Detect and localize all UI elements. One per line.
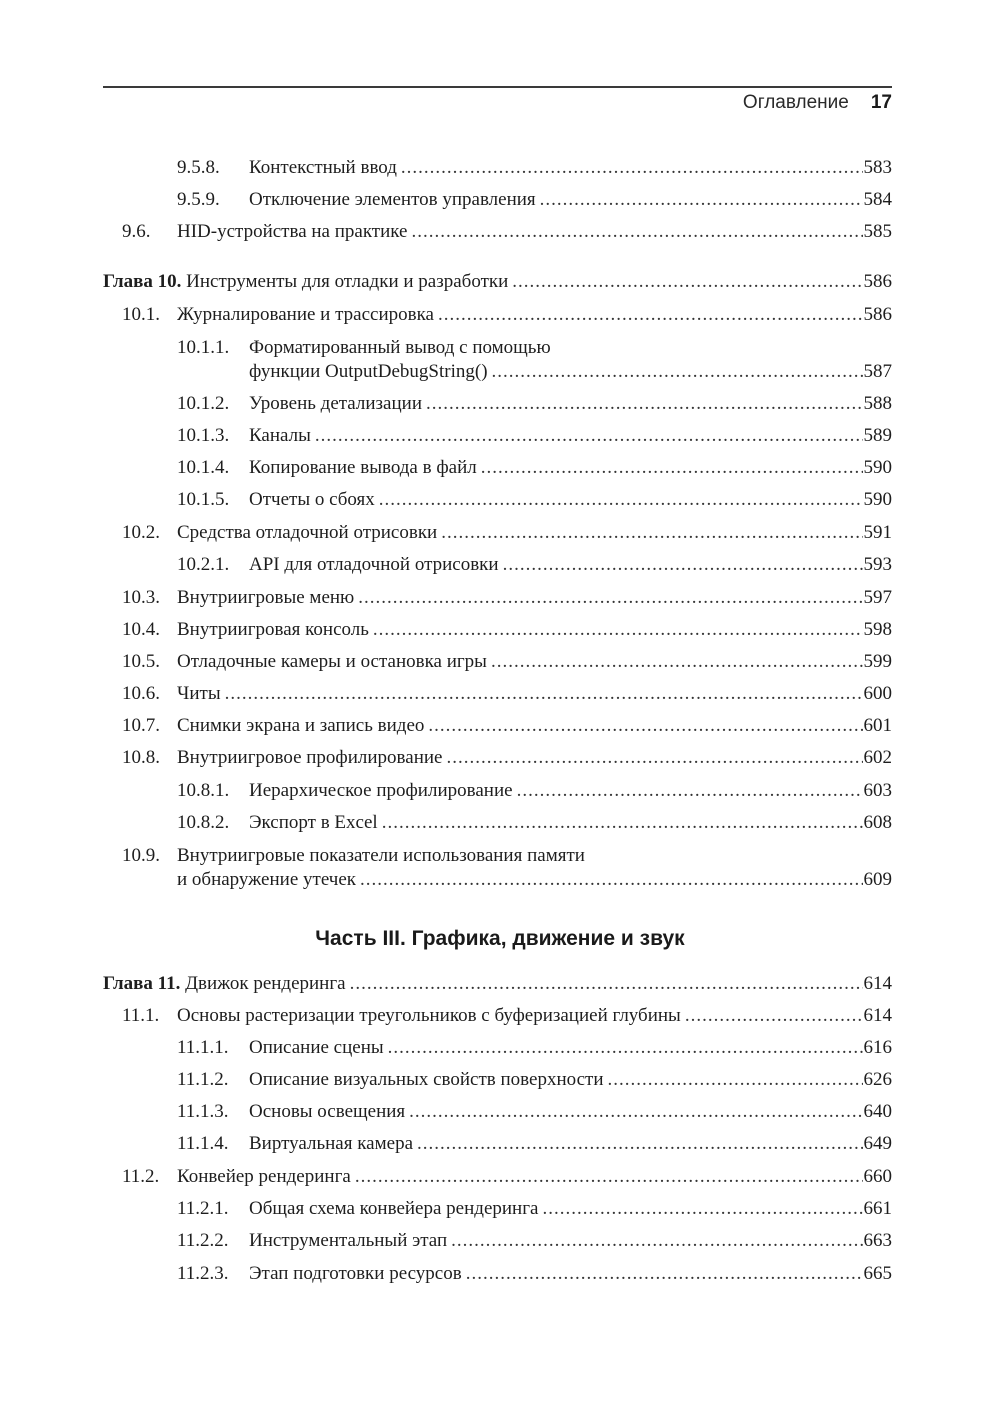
toc-entry-number: 11.1. [122,1005,160,1026]
toc-entry-page: 608 [863,812,892,833]
part-heading: Часть III. Графика, движение и звук [315,927,685,950]
toc-entry-number: 10.8.1. [177,780,230,801]
toc-entry-page: 587 [863,361,892,382]
toc-entry-number: 11.2.1. [177,1198,229,1219]
dot-leader [315,424,863,448]
toc-entry-page: 614 [863,973,892,994]
dot-leader [358,586,862,610]
dot-leader [373,618,863,642]
dot-leader [355,1165,863,1189]
toc-entry-page: 649 [863,1133,892,1154]
toc-entry-title: Описание визуальных свойств поверхности [249,1069,604,1090]
dot-leader [685,1004,863,1028]
toc-entry-title: Этап подготовки ресурсов [249,1263,462,1284]
dot-leader [428,714,862,738]
dot-leader [492,360,863,384]
toc-entry-page: 591 [863,522,892,543]
toc-entry-title: Инструменты для отладки и разработки [186,271,509,292]
toc-entry-page: 626 [863,1069,892,1090]
toc-entry-page: 603 [863,780,892,801]
toc-entry-number: 11.1.2. [177,1069,229,1090]
toc-entry-number: 10.1.4. [177,457,230,478]
dot-leader [360,868,863,892]
dot-leader [350,972,863,996]
toc-entry-page: 614 [863,1005,892,1026]
toc-entry-page: 590 [863,457,892,478]
toc-entry-page: 602 [863,747,892,768]
toc-entry-page: 588 [863,393,892,414]
toc-entry-number: 9.6. [122,221,151,242]
toc-entry-title: Снимки экрана и запись видео [177,715,425,736]
toc-entry-page: 661 [863,1198,892,1219]
toc-entry-number: 10.1.1. [177,337,230,358]
toc-entry-page: 663 [863,1230,892,1251]
toc-entry-number: 11.2. [122,1166,160,1187]
toc-entry-title: Внутриигровое профилирование [177,747,443,768]
toc-entry-page: 583 [863,157,892,178]
toc-entry-title: Читы [177,683,221,704]
toc-entry-page: 598 [863,619,892,640]
toc-entry-number: 9.5.9. [177,189,220,210]
dot-leader [379,488,863,512]
dot-leader [540,188,863,212]
toc-entry-page: 616 [863,1037,892,1058]
dot-leader [401,156,863,180]
dot-leader [409,1100,862,1124]
toc-entry-page: 665 [863,1263,892,1284]
toc-entry-title: Отключение элементов управления [249,189,536,210]
toc-entry-page: 586 [863,304,892,325]
toc-entry-number: 10.1.2. [177,393,230,414]
toc-entry-number: 10.9. [122,845,160,866]
toc-entry-number: 11.1.1. [177,1037,229,1058]
toc-entry-page: 584 [863,189,892,210]
dot-leader [388,1036,863,1060]
toc-entry-number: 10.4. [122,619,160,640]
dot-leader [441,521,862,545]
toc-entry-page: 597 [863,587,892,608]
toc-entry-number: 10.2. [122,522,160,543]
dot-leader [481,456,863,480]
toc-entry-title: и обнаружение утечек [177,869,356,890]
dot-leader [451,1229,862,1253]
dot-leader [411,220,862,244]
toc-entry-page: 660 [863,1166,892,1187]
dot-leader [466,1262,863,1286]
toc-entry-title: функции OutputDebugString() [249,361,488,382]
page-number: 17 [870,92,892,113]
dot-leader [503,553,863,577]
toc-entry-number: 10.3. [122,587,160,608]
toc-entry-page: 599 [863,651,892,672]
running-title: Оглавление [742,92,849,113]
dot-leader [417,1132,863,1156]
toc-entry-number: 10.2.1. [177,554,230,575]
toc-entry-number: 10.5. [122,651,160,672]
running-head [743,92,892,120]
toc-entry-title: Журналирование и трассировка [177,304,434,325]
dot-leader [438,303,863,327]
toc-entry-number: 10.1.3. [177,425,230,446]
toc-entry-title: Средства отладочной отрисовки [177,522,438,543]
toc-entry-title: Копирование вывода в файл [249,457,477,478]
toc-entry-title: Внутриигровая консоль [177,619,369,640]
dot-leader [446,746,862,770]
dot-leader [225,682,863,706]
toc-entry-number: 10.1. [122,304,160,325]
toc-entry-page: 590 [863,489,892,510]
toc-entry-page: 600 [863,683,892,704]
toc-entry-number: 10.8. [122,747,160,768]
toc-entry-title: HID-устройства на практике [177,221,408,242]
toc-entry-title: Контекстный ввод [249,157,397,178]
toc-entry-title: Отладочные камеры и остановка игры [177,651,487,672]
dot-leader [512,270,862,294]
toc-entry-title: Экспорт в Excel [249,812,378,833]
toc-entry-title: Описание сцены [249,1037,384,1058]
toc-chapter-number: Глава 10. [103,271,182,292]
toc-entry-title: Инструментальный этап [249,1230,448,1251]
toc-entry-title: Виртуальная камера [249,1133,413,1154]
toc-entry-title: API для отладочной отрисовки [249,554,499,575]
toc-entry-page: 586 [863,271,892,292]
toc-entry-number: 10.6. [122,683,160,704]
dot-leader [491,650,863,674]
toc-entry-title: Основы растеризации треугольников с буферизацией глубины [177,1005,681,1026]
toc-entry-number: 11.1.4. [177,1133,229,1154]
toc-entry-page: 585 [863,221,892,242]
toc-entry-title-first-line: Внутриигровые показатели использования памяти [177,845,585,866]
dot-leader [608,1068,863,1092]
toc-entry-title-first-line: Форматированный вывод с помощью [249,337,551,358]
header-rule [103,86,892,88]
toc-entry-number: 11.2.3. [177,1263,229,1284]
toc-entry-title: Иерархическое профилирование [249,780,513,801]
dot-leader [382,811,863,835]
toc-entry-number: 11.2.2. [177,1230,229,1251]
toc-entry-page: 601 [863,715,892,736]
toc-entry-page: 640 [863,1101,892,1122]
toc-entry-number: 9.5.8. [177,157,220,178]
toc-entry-number: 11.1.3. [177,1101,229,1122]
toc-entry-title: Внутриигровые меню [177,587,355,608]
toc-entry-page: 593 [863,554,892,575]
dot-leader [426,392,863,416]
toc-entry-number: 10.8.2. [177,812,230,833]
toc-entry-title: Отчеты о сбоях [249,489,375,510]
toc-entry-title: Общая схема конвейера рендеринга [249,1198,539,1219]
toc-entry-number: 10.1.5. [177,489,230,510]
toc-entry-title: Основы освещения [249,1101,406,1122]
toc-chapter-number: Глава 11. [103,973,181,994]
toc-entry-title: Каналы [249,425,311,446]
toc-entry-title: Уровень детализации [249,393,422,414]
toc-entry-title: Конвейер рендеринга [177,1166,351,1187]
toc-entry-title: Движок рендеринга [185,973,346,994]
dot-leader [517,779,863,803]
toc-entry-number: 10.7. [122,715,160,736]
toc-entry-page: 589 [863,425,892,446]
toc-entry-page: 609 [863,869,892,890]
dot-leader [542,1197,862,1221]
